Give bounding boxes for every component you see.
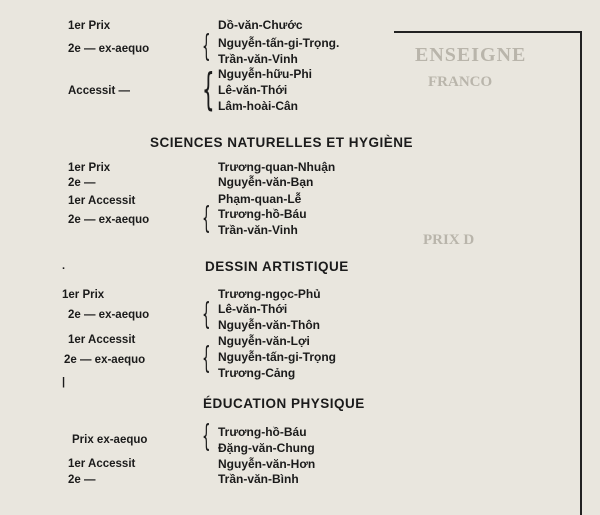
brace-glyph: { bbox=[202, 29, 211, 64]
student-name: Lê-văn-Thới bbox=[218, 83, 288, 97]
award-label: 1er Accessit bbox=[68, 334, 136, 346]
student-name: Dồ-văn-Chước bbox=[218, 18, 303, 32]
brace-glyph: { bbox=[202, 297, 211, 332]
section-heading: DESSIN ARTISTIQUE bbox=[205, 259, 349, 274]
student-name: Lê-văn-Thới bbox=[218, 302, 288, 316]
award-label: 1er Accessit bbox=[68, 458, 136, 470]
student-name: Nguyễn-hữu-Phi bbox=[218, 67, 313, 81]
award-label: 2e — bbox=[68, 177, 96, 189]
award-label: Prix ex-aequo bbox=[72, 434, 148, 446]
margin-mark: . bbox=[62, 260, 66, 272]
student-name: Trương-hồ-Báu bbox=[218, 425, 307, 439]
section-heading: ÉDUCATION PHYSIQUE bbox=[203, 396, 365, 411]
student-name: Trương-hồ-Báu bbox=[218, 207, 307, 221]
student-name: Nguyễn-văn-Thôn bbox=[218, 318, 320, 332]
brace-glyph: { bbox=[202, 341, 211, 376]
student-name: Nguyễn-tấn-gi-Trọng bbox=[218, 350, 336, 364]
student-name: Đặng-văn-Chung bbox=[218, 441, 315, 455]
margin-mark: | bbox=[62, 376, 66, 388]
student-name: Trần-văn-Vinh bbox=[218, 52, 298, 66]
student-name: Trần-văn-Vinh bbox=[218, 223, 298, 237]
brace-glyph: { bbox=[202, 64, 215, 115]
student-name: Nguyễn-văn-Hơn bbox=[218, 457, 316, 471]
student-name: Trương-Cảng bbox=[218, 366, 296, 380]
bleed-through-text: ENSEIGNE bbox=[415, 44, 527, 66]
brace-glyph: { bbox=[202, 419, 211, 454]
student-name: Trần-văn-Bình bbox=[218, 472, 299, 486]
award-label: 2e — ex-aequo bbox=[68, 43, 150, 55]
award-label: Accessit — bbox=[68, 85, 131, 97]
student-name: Trương-quan-Nhuận bbox=[218, 160, 336, 174]
bleed-through-text: FRANCO bbox=[428, 74, 493, 90]
award-label: 1er Prix bbox=[68, 20, 111, 32]
bleed-through-text: PRIX D bbox=[423, 232, 475, 248]
box-right-rule bbox=[580, 31, 582, 515]
box-top-rule bbox=[394, 31, 582, 33]
award-label: 2e — ex-aequo bbox=[68, 309, 150, 321]
award-label: 1er Prix bbox=[62, 289, 105, 301]
award-label: 2e — ex-aequo bbox=[68, 214, 150, 226]
student-name: Nguyễn-tấn-gi-Trọng. bbox=[218, 36, 340, 50]
student-name: Phạm-quan-Lễ bbox=[218, 192, 302, 206]
student-name: Nguyễn-văn-Bạn bbox=[218, 175, 314, 189]
section-heading: SCIENCES NATURELLES ET HYGIÈNE bbox=[150, 135, 414, 150]
student-name: Trương-ngọc-Phủ bbox=[218, 287, 321, 301]
award-label: 1er Accessit bbox=[68, 195, 136, 207]
award-label: 2e — bbox=[68, 474, 96, 486]
award-label: 1er Prix bbox=[68, 162, 111, 174]
award-label: 2e — ex-aequo bbox=[64, 354, 146, 366]
student-name: Lâm-hoài-Cân bbox=[218, 99, 299, 113]
brace-glyph: { bbox=[202, 201, 211, 236]
student-name: Nguyễn-văn-Lợi bbox=[218, 334, 310, 348]
